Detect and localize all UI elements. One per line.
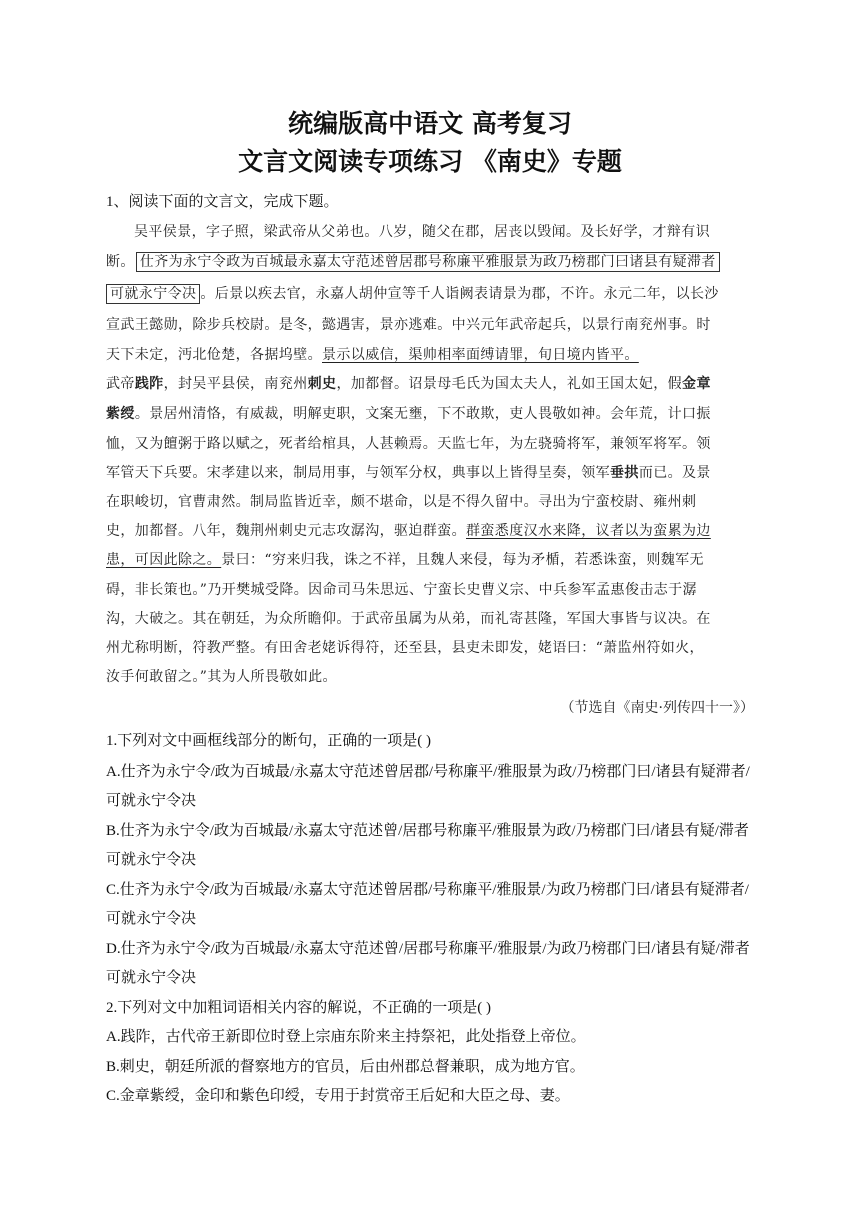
passage-text: ，加都督。诏景母毛氏为国太夫人，礼如王国太妃，假 [336,376,683,392]
passage-line-10: 在职峻切，官曹肃然。制局监皆近幸，颇不堪命，以是不得久留中。寻出为宁蛮校尉、雍州刺 [106,494,697,510]
passage-text: ，封吴平县侯，南兖州 [163,376,308,392]
passage-text: 景曰：“穷来归我，诛之不祥，且魏人来侵，每为矛楯，若悉诛蛮，则魏军无 [221,552,704,568]
passage-line-9 [106,462,711,482]
underlined-sentence-2b: 患，可因此除之。 [106,552,222,568]
bold-term-jianzuo: 践阼 [134,376,164,392]
question-1-option-b-cont: 可就永宁令决 [106,852,197,868]
passage-line-5 [106,344,639,364]
question-2-option-b: B.刺史，朝廷所派的督察地方的官员，后由州郡总督兼职，成为地方官。 [106,1059,585,1075]
passage-line-16: 汝手何敢留之。”其为人所畏敬如此。 [106,669,337,685]
passage-line-6 [106,373,711,393]
passage-text: 。后景以疾去官，永嘉人胡仲宣等千人诣阙表请景为郡，不许。永元二年，以长沙 [200,286,719,302]
passage-text: 武帝 [106,376,135,392]
passage-line-15: 州尤称明断，符教严整。有田舍老姥诉得符，还至县，县吏未即发，姥语曰：“萧监州符如火， [106,640,704,656]
question-1-option-d: D.仕齐为永宁令/政为百城最/永嘉太守范述曾/居郡号称廉平/雅服景/为政乃榜郡门曰/诸县有疑/滞者 [106,941,750,957]
passage-source: （节选自《南史·列传四十一》） [560,700,754,716]
passage-text: 。景居州清恪，有威裁，明解吏职，文案无壅，下不敢欺，吏人畏敬如神。会年荒，计口振 [134,406,711,422]
passage-line-12 [106,549,704,569]
passage-line-1: 吴平侯景，字子照，梁武帝从父弟也。八岁，随父在郡，居丧以毁闻。及长好学，才辩有识 [134,224,710,240]
bold-term-zishou: 紫绶 [106,406,135,422]
passage-line-4: 宣武王懿勋，除步兵校尉。是冬，懿遇害，景亦逃难。中兴元年武帝起兵，以景行南兖州事。时 [106,317,711,333]
boxed-passage-part-1: 仕齐为永宁令政为百城最永嘉太守范述曾居郡号称廉平雅服景为政乃榜郡门曰诸县有疑滞者 [136,252,720,272]
question-1-option-a: A.仕齐为永宁令/政为百城最/永嘉太守范述曾居郡/号称廉平/雅服景为政/乃榜郡门曰/诸县有疑滞者/ [106,764,750,780]
passage-text: 而已。及景 [638,465,711,481]
question-1-option-d-cont: 可就永宁令决 [106,970,197,986]
question-1-option-c: C.仕齐为永宁令/政为百城最/永嘉太守范述曾居郡/号称廉平/雅服景/为政乃榜郡门曰/诸县有疑滞者/ [106,882,749,898]
bold-term-jinzhang: 金章 [682,376,711,392]
passage-line-13: 碍，非长策也。”乃开樊城受降。因命司马朱思远、宁蛮长史曹义宗、中兵参军孟惠俊击志于潺 [106,582,697,598]
passage-text: 天下未定，沔北伧楚，各据坞壁。 [106,347,322,363]
boxed-passage-part-2: 可就永宁令决 [106,284,200,304]
question-1-option-a-cont: 可就永宁令决 [106,793,197,809]
question-1-option-b: B.仕齐为永宁令/政为百城最/永嘉太守范述曾/居郡号称廉平/雅服景为政/乃榜郡门曰/诸县有疑/滞者 [106,823,749,839]
question-1-stem: 1.下列对文中画框线部分的断句，正确的一项是( ) [106,733,431,749]
passage-line-2 [106,251,720,271]
passage-text: 史，加都督。八年，魏荆州刺史元志攻潺沟，驱迫群蛮。 [106,523,466,539]
bold-term-cishi: 刺史 [307,376,337,392]
passage-line-3 [106,283,719,303]
passage-text: 断。 [106,254,135,270]
passage-text: 军管天下兵要。宋孝建以来，制局用事，与领军分权，典事以上皆得呈奏，领军 [106,465,610,481]
question-2-option-c: C.金章紫绶，金印和紫色印绶，专用于封赏帝王后妃和大臣之母、妻。 [106,1088,570,1104]
underlined-sentence-1: 景示以威信，渠帅相率面缚请罪，旬日境内皆平。 [322,347,639,363]
passage-line-7 [106,403,711,423]
passage-line-11 [106,520,711,540]
document-title: 统编版高中语文 高考复习 [288,109,572,138]
question-2-option-a: A.践阼，古代帝王新即位时登上宗庙东阶来主持祭祀，此处指登上帝位。 [106,1029,586,1045]
underlined-sentence-2a: 群蛮悉度汉水来降，议者以为蛮累为边 [466,523,711,539]
passage-line-14: 沟，大破之。其在朝廷，为众所瞻仰。于武帝虽属为从弟，而礼寄甚隆，军国大事皆与议决。在 [106,611,711,627]
question-intro: 1、阅读下面的文言文，完成下题。 [106,194,339,210]
bold-term-chuigong: 垂拱 [610,465,639,481]
question-1-option-c-cont: 可就永宁令决 [106,911,197,927]
question-2-stem: 2.下列对文中加粗词语相关内容的解说，不正确的一项是( ) [106,1000,491,1016]
document-subtitle: 文言文阅读专项练习 《南史》专题 [238,147,622,176]
passage-line-8: 恤，又为饘粥于路以赋之，死者给棺具，人甚赖焉。天监七年，为左骁骑将军，兼领军将军。领 [106,436,711,452]
